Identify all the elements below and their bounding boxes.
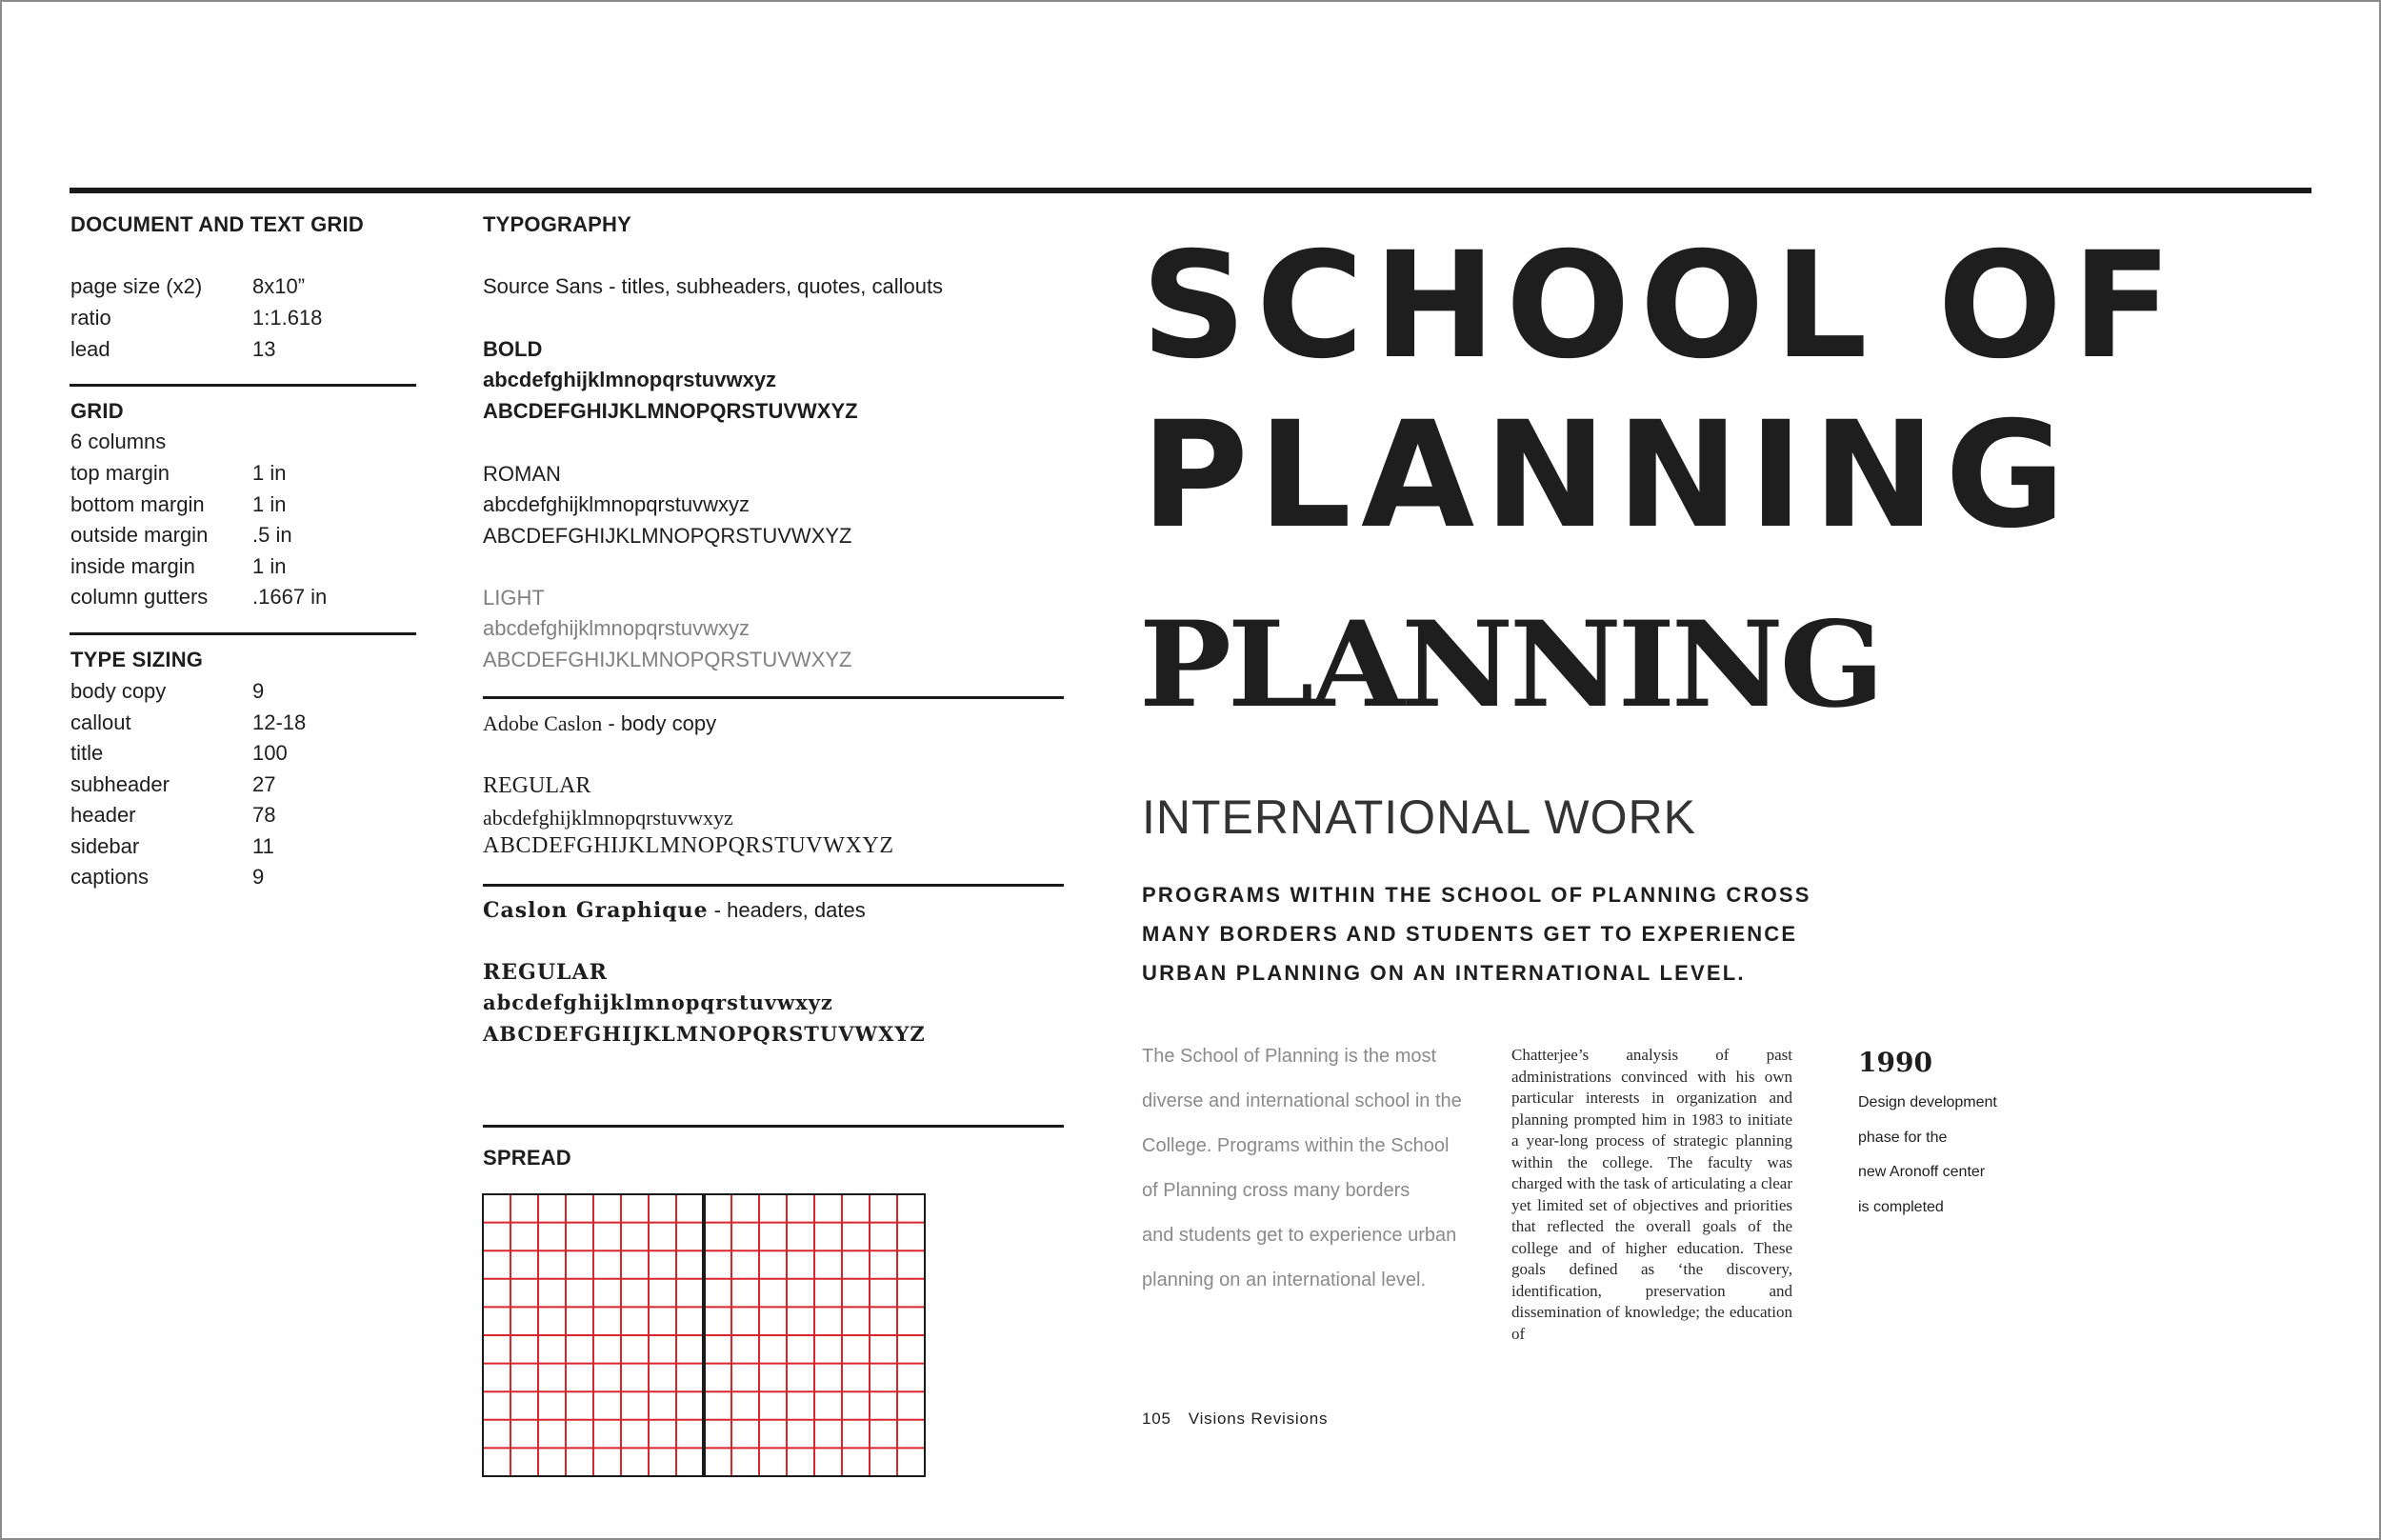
divider: [70, 632, 416, 635]
intro-line: and students get to experience urban: [1142, 1225, 1457, 1246]
spec-label: body copy: [70, 679, 167, 703]
spec-value: 1 in: [252, 553, 287, 578]
caslon-name: Adobe Caslon: [483, 711, 603, 735]
spec-value: 27: [252, 771, 276, 796]
graphique-lowercase-sample: abcdefghijklmnopqrstuvwxyz: [483, 990, 833, 1014]
top-rule: [70, 188, 2311, 193]
header-sample: PLANNING: [1139, 596, 1881, 734]
spec-label: ratio: [70, 306, 111, 330]
spec-value: 11: [252, 833, 274, 858]
bold-lowercase-sample: abcdefghijklmnopqrstuvwxyz: [483, 368, 777, 391]
divider: [70, 384, 416, 387]
spread-heading: SPREAD: [483, 1146, 571, 1170]
grid-heading: GRID: [70, 399, 124, 423]
spec-label: bottom margin: [70, 491, 205, 516]
folio-title: Visions Revisions: [1188, 1410, 1329, 1428]
divider: [483, 1125, 1064, 1128]
light-label: LIGHT: [483, 586, 545, 610]
caslon-lowercase-sample: abcdefghijklmnopqrstuvwxyz: [483, 806, 733, 830]
spec-value: .1667 in: [252, 585, 328, 609]
caslon-line: [483, 711, 716, 736]
spec-value: 13: [252, 337, 276, 361]
spec-value: 1 in: [252, 461, 287, 485]
sidebar-line: is completed: [1858, 1198, 1944, 1215]
folio: [1142, 1410, 1328, 1429]
graphique-use: - headers, dates: [708, 898, 866, 922]
typography-heading: TYPOGRAPHY: [483, 212, 632, 236]
body-copy-paragraph: Chatterjee’s analysis of past administrations convinced with his own particular interests in organization and planning prompted him in 1983 to initiate a year-long process of strategic planning within the college. The faculty was charged with the task of articulating a clear yet limited set of objectives and priorities that reflected the overall goals of the college and of higher education. These goals defined as ‘the discovery, identification, preservation and dissemination of knowledge; the education of: [1511, 1046, 1792, 1343]
spec-label: header: [70, 803, 136, 827]
title-line-2: PLANNING: [1141, 390, 2075, 561]
spec-value: 1:1.618: [252, 306, 323, 330]
bold-uppercase-sample: ABCDEFGHIJKLMNOPQRSTUVWXYZ: [483, 399, 858, 423]
sidebar-line: Design development: [1858, 1094, 1997, 1110]
spec-value: 9: [252, 865, 265, 889]
sidebar-line: phase for the: [1858, 1129, 1948, 1146]
spec-label: subheader: [70, 771, 170, 796]
intro-line: The School of Planning is the most: [1142, 1046, 1437, 1067]
spec-value: 12-18: [252, 710, 307, 734]
spec-label: captions: [70, 865, 149, 889]
doc-grid-heading: DOCUMENT AND TEXT GRID: [70, 212, 364, 236]
source-sans-line: [483, 274, 943, 299]
spec-value: 8x10”: [252, 274, 306, 298]
sidebar-caption: [1858, 1086, 2049, 1225]
light-uppercase-sample: ABCDEFGHIJKLMNOPQRSTUVWXYZ: [483, 648, 852, 671]
callout-line: MANY BORDERS AND STUDENTS GET TO EXPERIENCE: [1142, 922, 1798, 946]
spec-label: column gutters: [70, 585, 209, 609]
spec-value: 100: [252, 741, 288, 765]
bold-label: BOLD: [483, 337, 543, 361]
divider: [483, 884, 1064, 887]
spec-value: 78: [252, 803, 276, 827]
spec-label: lead: [70, 337, 110, 361]
spec-label: inside margin: [70, 553, 195, 578]
caslon-uppercase-sample: ABCDEFGHIJKLMNOPQRSTUVWXYZ: [483, 833, 894, 858]
folio-number: 105: [1142, 1410, 1171, 1428]
callout-sample: [1142, 875, 1828, 992]
intro-line: planning on an international level.: [1142, 1270, 1426, 1290]
light-lowercase-sample: abcdefghijklmnopqrstuvwxyz: [483, 616, 750, 640]
roman-label: ROMAN: [483, 462, 561, 486]
spec-label: title: [70, 741, 104, 765]
spec-label: sidebar: [70, 833, 140, 858]
callout-line: PROGRAMS WITHIN THE SCHOOL OF PLANNING CROSS: [1142, 883, 1811, 907]
title-line-1: SCHOOL OF: [1141, 221, 2182, 391]
source-sans-name: Source Sans: [483, 274, 603, 298]
spec-label: page size (x2): [70, 274, 203, 298]
spec-label: top margin: [70, 461, 170, 485]
roman-uppercase-sample: ABCDEFGHIJKLMNOPQRSTUVWXYZ: [483, 524, 852, 548]
type-sizing-heading: TYPE SIZING: [70, 648, 204, 671]
spec-value: 9: [252, 679, 265, 703]
caslon-use: - body copy: [602, 711, 717, 735]
spec-value: .5 in: [252, 523, 292, 547]
spread-grid-diagram: [481, 1192, 926, 1478]
graphique-name: Caslon Graphique: [483, 898, 709, 923]
spec-label: callout: [70, 710, 131, 734]
spec-value: 1 in: [252, 491, 287, 516]
callout-line: URBAN PLANNING ON AN INTERNATIONAL LEVEL.: [1142, 961, 1746, 985]
graphique-regular-label: REGULAR: [483, 960, 608, 985]
divider: [483, 696, 1064, 699]
intro-line: diverse and international school in the: [1142, 1090, 1462, 1111]
graphique-uppercase-sample: ABCDEFGHIJKLMNOPQRSTUVWXYZ: [483, 1022, 926, 1046]
graphique-line: [483, 898, 866, 923]
source-sans-use: - titles, subheaders, quotes, callouts: [602, 274, 944, 298]
subheader-sample: INTERNATIONAL WORK: [1142, 790, 1696, 844]
caslon-regular-label: REGULAR: [483, 773, 591, 798]
grid-columns: 6 columns: [70, 430, 167, 453]
spec-label: outside margin: [70, 523, 209, 547]
intro-line: of Planning cross many borders: [1142, 1180, 1411, 1201]
intro-line: College. Programs within the School: [1142, 1135, 1450, 1156]
roman-lowercase-sample: abcdefghijklmnopqrstuvwxyz: [483, 492, 750, 516]
sidebar-line: new Aronoff center: [1858, 1164, 1986, 1180]
sidebar-year: 1990: [1858, 1047, 1932, 1078]
intro-paragraph: [1142, 1034, 1494, 1303]
